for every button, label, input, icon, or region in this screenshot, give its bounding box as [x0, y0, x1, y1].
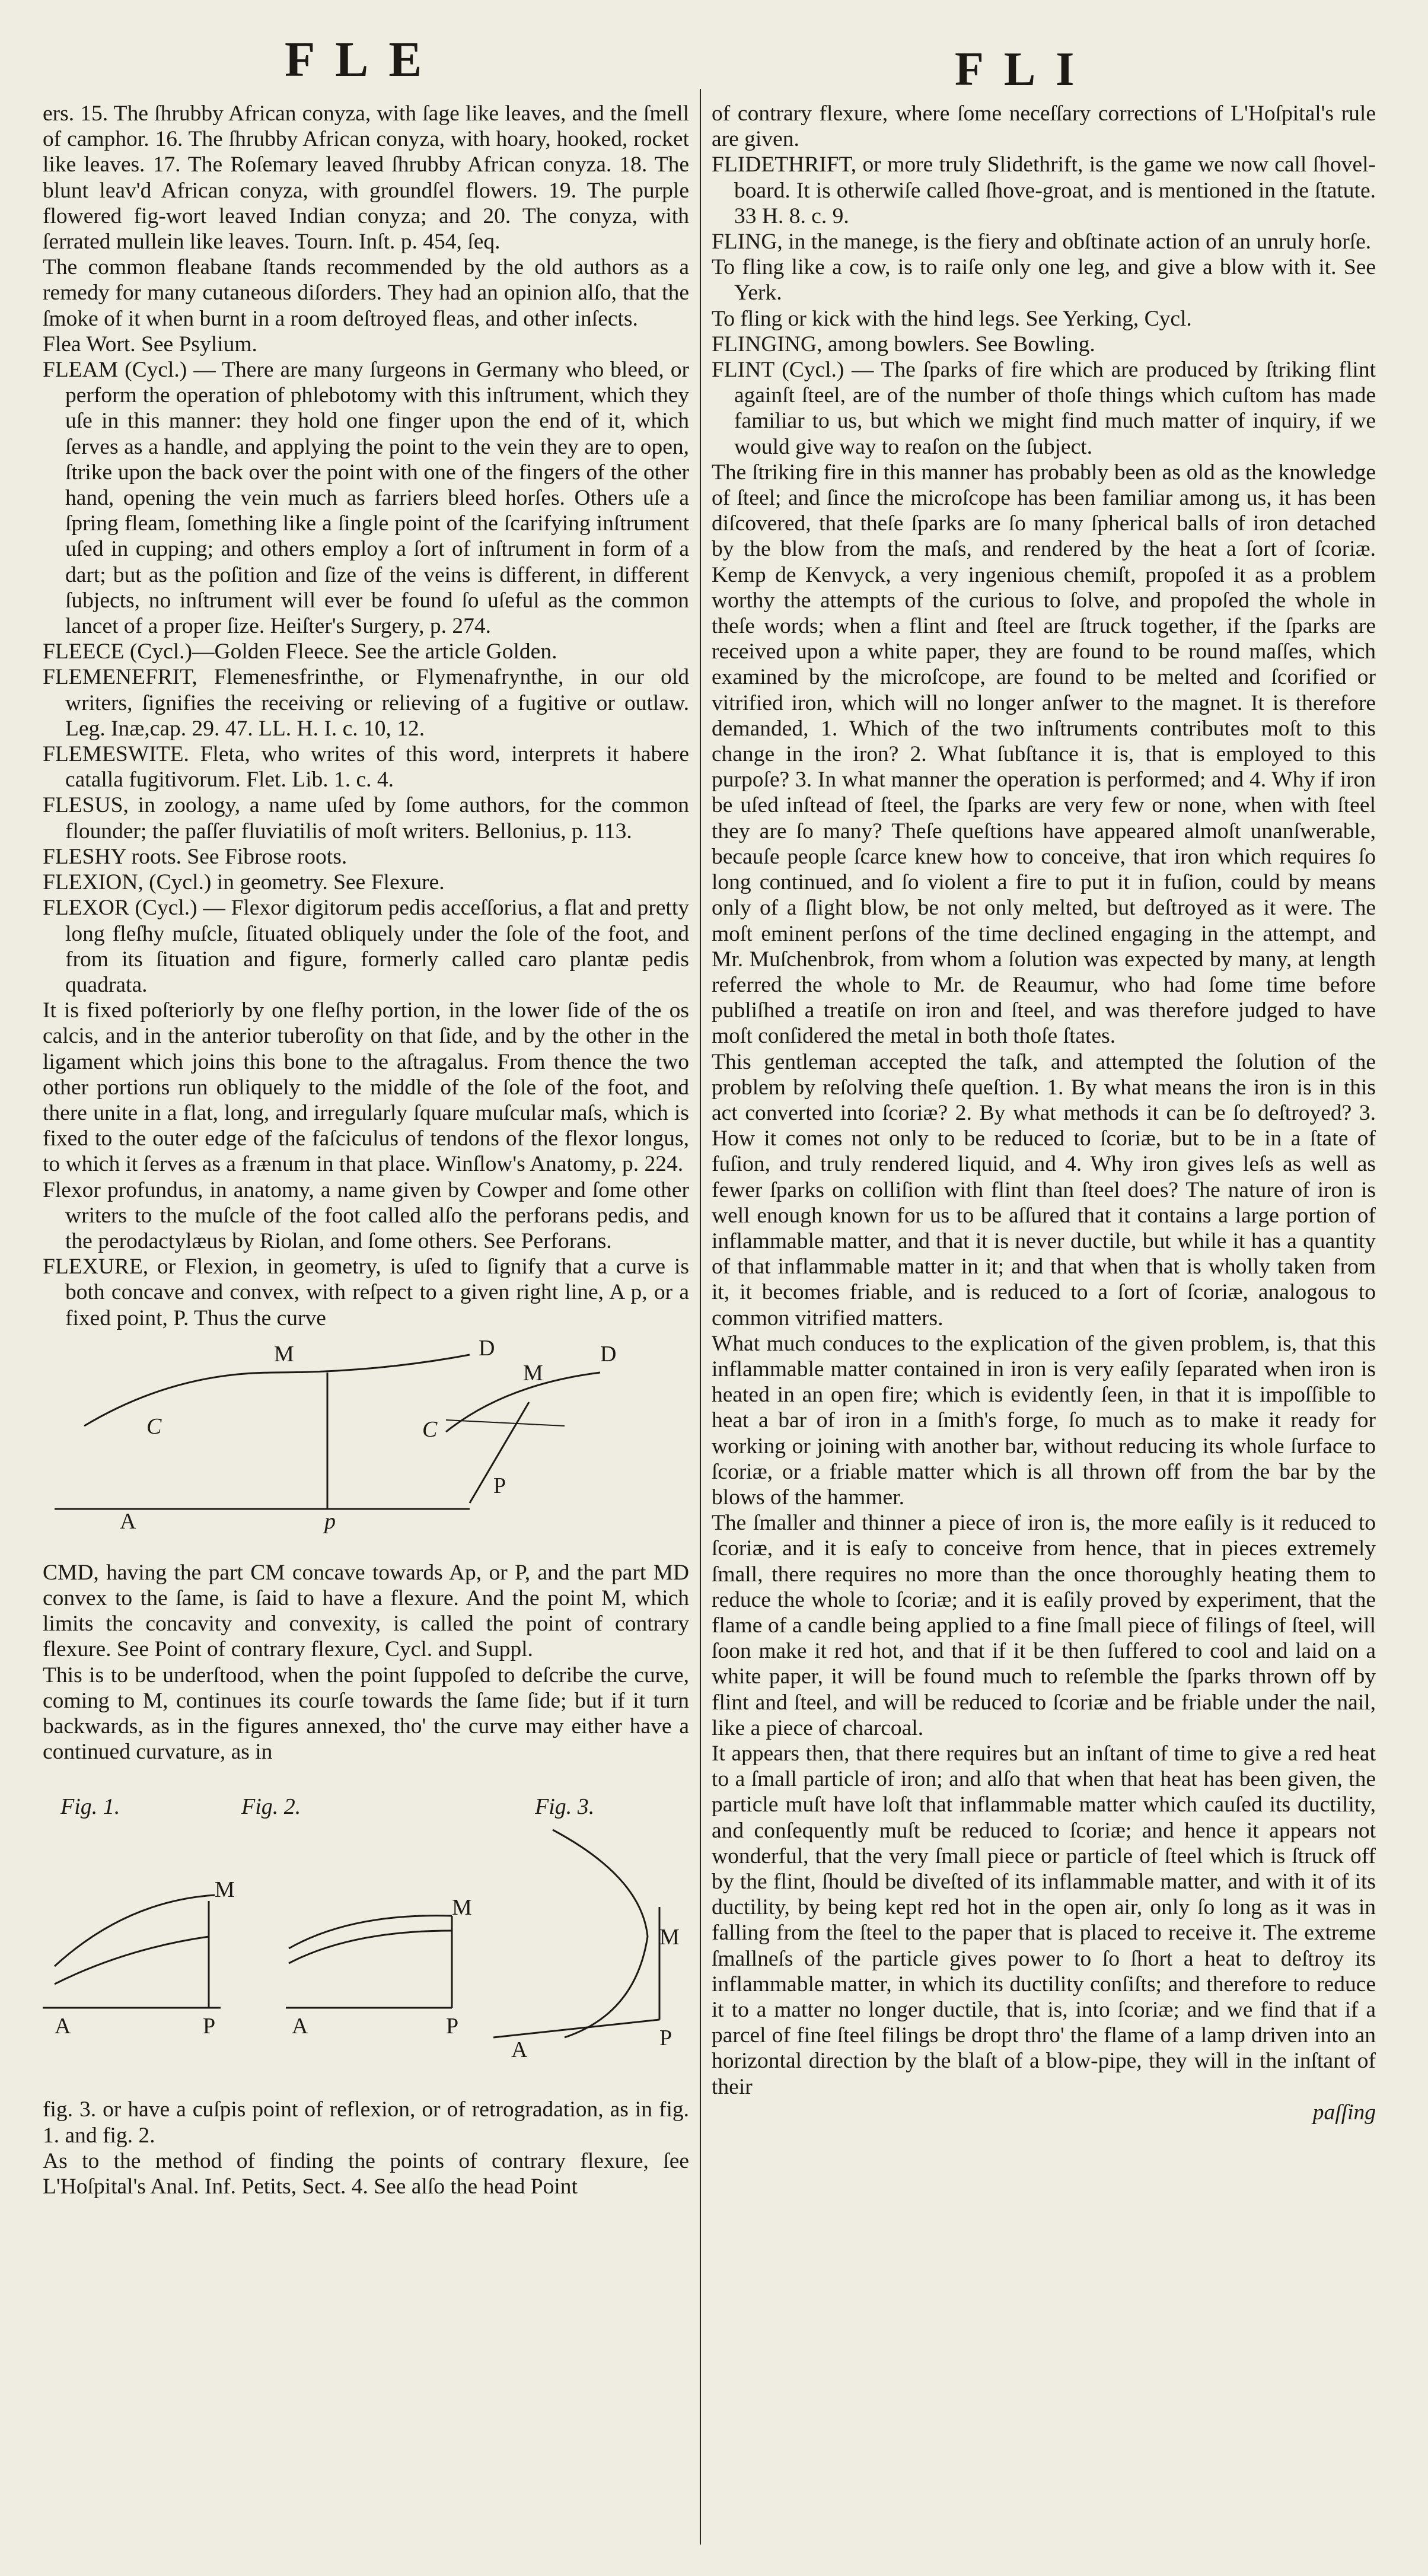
right-column: [712, 101, 1376, 2125]
label-d2: D: [600, 1341, 617, 1367]
label-c: C: [146, 1413, 162, 1439]
paragraph: This gentleman accepted the taſk, and attempted the ſolution of the problem by reſolving theſe queſtion. 1. By what means the iron is in this act converted into ſcoriæ? 2. By what methods it can be ſo deſtroyed? 3. How it comes not only to be reduced to ſcoriæ, but to be in a ſtate of fuſion, and truly rendered liquid, and 4. Why iron gives leſs as well as fewer ſparks on colliſion with flint than ſteel does? The nature of iron is well enough known for us to be aſſured that it contains a large portion of inflammable matter, and that it is never ductile, but while it has a quantity of that inflammable matter in it; and that when that is wholly taken from it, it becomes friable, and is reduced to a ſort of ſcoriæ, analogous to common vitrified matters.: [712, 1049, 1376, 1330]
page-header-right: FLI: [955, 43, 1095, 95]
label-m2: M: [523, 1360, 543, 1386]
fig3-a-label: A: [511, 2037, 528, 2063]
fig2-p-label: P: [446, 2014, 459, 2039]
entry-flexure: FLEXURE, or Flexion, in geometry, is uſed to ſignify that a curve is both concave and convex, with reſpect to a given right line, A p, or a fixed point, P. Thus the curve: [43, 1254, 689, 1330]
fig3-m-label: M: [659, 1925, 680, 1950]
entry-flinging: FLINGING, among bowlers. See Bowling.: [712, 332, 1095, 356]
label-p: P: [493, 1473, 506, 1498]
paragraph: The common fleabane ſtands recommended by the old authors as a remedy for many cutaneous diſorders. They had an opinion alſo, that the ſmoke of it when burnt in a room deſtroyed fleas, and other inſects.: [43, 255, 689, 331]
paragraph: fig. 3. or have a cuſpis point of reflexion, or of retrogradation, as in fig. 1. and fig. 2.: [43, 2097, 689, 2148]
entry-flemenefrit: FLEMENEFRIT, Flemenesfrinthe, or Flymenafrynthe, in our old writers, ſignifies the receiving or relieving of a fugitive or outlaw. Leg. Inæ,cap. 29. 47. LL. H. I. c. 10, 12.: [43, 665, 689, 741]
left-column: [43, 101, 689, 2199]
entry-flexor: FLEXOR (Cycl.) — Flexor digitorum pedis acceſſorius, a flat and pretty long fleſhy muſcle, ſituated obliquely under the ſole of the foot, and from its ſituation and figure, formerly called caro plantæ pedis quadrata.: [43, 896, 689, 997]
paragraph: of contrary flexure, where ſome neceſſary corrections of L'Hoſpital's rule are given.: [712, 101, 1376, 152]
flexure-figure: [43, 1335, 689, 1545]
label-c2: C: [422, 1416, 438, 1442]
fig3-label: Fig. 3.: [535, 1794, 595, 1820]
label-m: M: [274, 1341, 294, 1367]
entry-flemeswite: FLEMESWITE. Fleta, who writes of this word, interprets it habere catalla fugitivorum. Flet. Lib. 1. c. 4.: [43, 742, 689, 792]
entry-flesus: FLESUS, in zoology, a name uſed by ſome authors, for the common flounder; the paſſer fluviatilis of moſt writers. Bellonius, p. 113.: [43, 793, 689, 843]
paragraph: It is fixed poſteriorly by one fleſhy portion, in the lower ſide of the os calcis, and in the anterior tuberoſity on that ſide, and by the other in the ligament which joins this bone to the aſtragalus. From thence the two other portions run obliquely to the middle of the ſole of the foot, and there unite in a flat, long, and irregularly ſquare muſcular maſs, which is fixed to the outer edge of the faſciculus of tendons of the flexor longus, to which it ſerves as a frænum in that place. Winſlow's Anatomy, p. 224.: [43, 998, 689, 1177]
paragraph: What much conduces to the explication of the given problem, is, that this inflammable matter contained in iron is very eaſily ſeparated when iron is heated in an open fire; which is evidently ſeen, in that it is impoſſible to heat a bar of iron in a ſmith's forge, ſo much as to make it ready for working or joining with another bar, without reducing its whole ſurface to ſcoriæ, or a friable matter which is all thrown off from the bar by the blows of the hammer.: [712, 1331, 1376, 1510]
fig1-a-label: A: [55, 2014, 71, 2039]
fig3-p-label: P: [659, 2026, 672, 2051]
figures-1-2-3: [43, 1788, 689, 2085]
label-p-small: p: [324, 1508, 336, 1534]
fig2-label: Fig. 2.: [241, 1794, 301, 1820]
fig1-m-label: M: [215, 1877, 235, 1903]
entry-fleshy: FLESHY roots. See Fibrose roots.: [43, 844, 348, 869]
fig2-m-label: M: [452, 1895, 472, 1921]
paragraph: The ſtriking fire in this manner has probably been as old as the knowledge of ſteel; and ſince the microſcope has been familiar among us, it has been diſcovered, that theſe ſparks are ſo many ſpherical balls of iron detached by the blow from the maſs, and rendered by the heat a ſort of ſcoriæ. Kemp de Kenvyck, a very ingenious chemiſt, propoſed it as a problem worthy the attempts of the curious to ſolve, and propoſed the whole in theſe words; when a flint and ſteel are ſtruck together, if the ſparks are received upon a white paper, they are found to be round maſſes, which examined by the microſcope, are found to be melted and ſcorified or vitrified iron, which will no longer anſwer to the magnet. It is therefore demanded, 1. Which of the two inſtruments contributes moſt to this change in the iron? 2. What ſubſtance it is, that is employed to this purpoſe? 3. In what manner the operation is performed; and 4. Why if iron be uſed inſtead of ſteel, the ſparks are very few or none, when with ſteel they are ſo many? Theſe queſtions have appeared almoſt unanſwerable, becauſe people ſcarce knew how to conceive, that iron which requires ſo long continued, and ſo violent a fire to put it in fuſion, could by means only of a ſlight blow, be not only melted, but deſtroyed as it were. The moſt eminent perſons of the time declined engaging in the attempt, and Mr. Muſchenbrok, from whom a ſolution was expected by many, at length referred the whole to Mr. de Reaumur, who had ſome time before publiſhed a treatiſe on iron and ſteel, and was therefore judged to have moſt conſidered the metal in both thoſe ſtates.: [712, 460, 1376, 1049]
entry-to-fling: To fling like a cow, is to raiſe only one leg, and give a blow with it. See Yerk.: [712, 255, 1376, 305]
paragraph: The ſmaller and thinner a piece of iron is, the more eaſily is it reduced to ſcoriæ, and it is eaſy to conceive from hence, that in pieces extremely ſmall, there requires no more than the once thoroughly heating them to reduce the whole to ſcoriæ; and it is eaſily proved by experiment, that the flame of a candle being applied to a fine ſmall piece of filings of ſteel, will ſoon make it red hot, and that if it be then ſuffered to cool and laid on a white paper, it will be found much to reſemble the ſparks thrown off by flint and ſteel, and will be reduced to ſcoriæ and be friable under the nail, like a piece of charcoal.: [712, 1511, 1376, 1740]
entry-flexor-profundus: Flexor profundus, in anatomy, a name given by Cowper and ſome other writers to the muſcle of the foot called alſo the perforans pedis, and the perodactylæus by Riolan, and ſome others. See Perforans.: [43, 1177, 689, 1253]
entry-to-fling-kick: To fling or kick with the hind legs. See Yerking, Cycl.: [712, 306, 1192, 331]
fig2-a-label: A: [292, 2014, 308, 2039]
page-header-left: FLE: [285, 32, 442, 87]
paragraph: ers. 15. The ſhrubby African conyza, with ſage like leaves, and the ſmell of camphor. 16. The ſhrubby African conyza, with hoary, hooked, rocket like leaves. 17. The Roſemary leaved ſhrubby African conyza. 18. The blunt leav'd African conyza, with groundſel flowers. 19. The purple flowered fig-wort leaved Indian conyza; and 20. The conyza, with ſerrated mullein like leaves. Tourn. Inſt. p. 454, ſeq.: [43, 101, 689, 254]
tangent-line: [446, 1420, 565, 1426]
entry-flexion: FLEXION, (Cycl.) in geometry. See Flexure.: [43, 870, 445, 895]
paragraph: As to the method of finding the points of contrary flexure, ſee L'Hoſpital's Anal. Inf. Petits, Sect. 4. See alſo the head Point: [43, 2148, 689, 2199]
paragraph: CMD, having the part CM concave towards Ap, or P, and the part MD convex to the ſame, is ſaid to have a flexure. And the point M, which limits the concavity and convexity, is called the point of contrary flexure. See Point of contrary flexure, Cycl. and Suppl.: [43, 1560, 689, 1662]
label-a: A: [120, 1508, 136, 1534]
label-d: D: [479, 1335, 495, 1361]
entry-flint: FLINT (Cycl.) — The ſparks of fire which are produced by ſtriking flint againſt ſteel, are of the number of thoſe things which cuſtom has made familiar to us, but which we might find much matter of inquiry, if we would give way to reaſon on the ſubject.: [712, 358, 1376, 459]
paragraph: This is to be underſtood, when the point ſuppoſed to deſcribe the curve, coming to M, continues its courſe towards the ſame ſide; but if it turn backwards, as in the figures annexed, tho' the curve may either have a continued curvature, as in: [43, 1663, 689, 1765]
entry-flidethrift: FLIDETHRIFT, or more truly Slidethrift, is the game we now call ſhovel-board. It is otherwiſe called ſhove-groat, and is mentioned in the ſtatute. 33 H. 8. c. 9.: [712, 152, 1376, 228]
paragraph: It appears then, that there requires but an inſtant of time to give a red heat to a ſmall particle of iron; and alſo that when that heat has been given, the particle muſt have loſt that inflammable matter which cauſed its ductility, and conſequently muſt be reduced to ſcoriæ; and hence it appears not wonderful, that the very ſmall piece or particle of ſteel which is ſtruck off by the flint, ſhould be diveſted of its inflammable matter, and with it of its ductility, by being kept red hot in the open air, only ſo long as it was in falling from the ſteel to the paper that is placed to receive it. The extreme ſmallneſs of the particle gives power to ſo ſhort a heat to deſtroy its inflammable matter, in which its ductility conſiſts; and therefore to reduce it to a matter no longer ductile, that is, into ſcoriæ; and we find that if a parcel of fine ſteel filings be dropt thro' the flame of a lamp driven into an horizontal direction by the blaſt of a blow-pipe, they will in the inſtant of their: [712, 1741, 1376, 2099]
figures-drawing: [43, 1788, 689, 2085]
entry-fling: FLING, in the manege, is the fiery and obſtinate action of an unruly horſe.: [712, 230, 1372, 254]
entry-fleam: FLEAM (Cycl.) — There are many ſurgeons in Germany who bleed, or perform the operation of phlebotomy with this inſtrument, which they uſe in this manner: they hold one finger upon the end of it, which ſerves as a handle, and applying the point to the vein they are to open, ſtrike upon the back over the point with one of the fingers of the other hand, opening the vein much as farriers bleed horſes. Others uſe a ſpring fleam, ſomething like a ſingle point of the ſcarifying inſtrument uſed in cupping; and others employ a ſort of inſtrument in form of a dart; but as the poſition and ſize of the veins is different, in different ſubjects, no inſtrument will ever be found ſo uſeful as the common lancet of a proper ſize. Heiſter's Surgery, p. 274.: [43, 358, 689, 639]
column-divider: [700, 89, 701, 2545]
catchword: paſſing: [1312, 2100, 1376, 2125]
entry-fleece: FLEECE (Cycl.)—Golden Fleece. See the article Golden.: [43, 639, 557, 664]
fig1-label: Fig. 1.: [60, 1794, 120, 1820]
entry-flea-wort: Flea Wort. See Psylium.: [43, 332, 257, 356]
flexure-figure-drawing: [43, 1349, 689, 1545]
fig1-p-label: P: [203, 2014, 216, 2039]
